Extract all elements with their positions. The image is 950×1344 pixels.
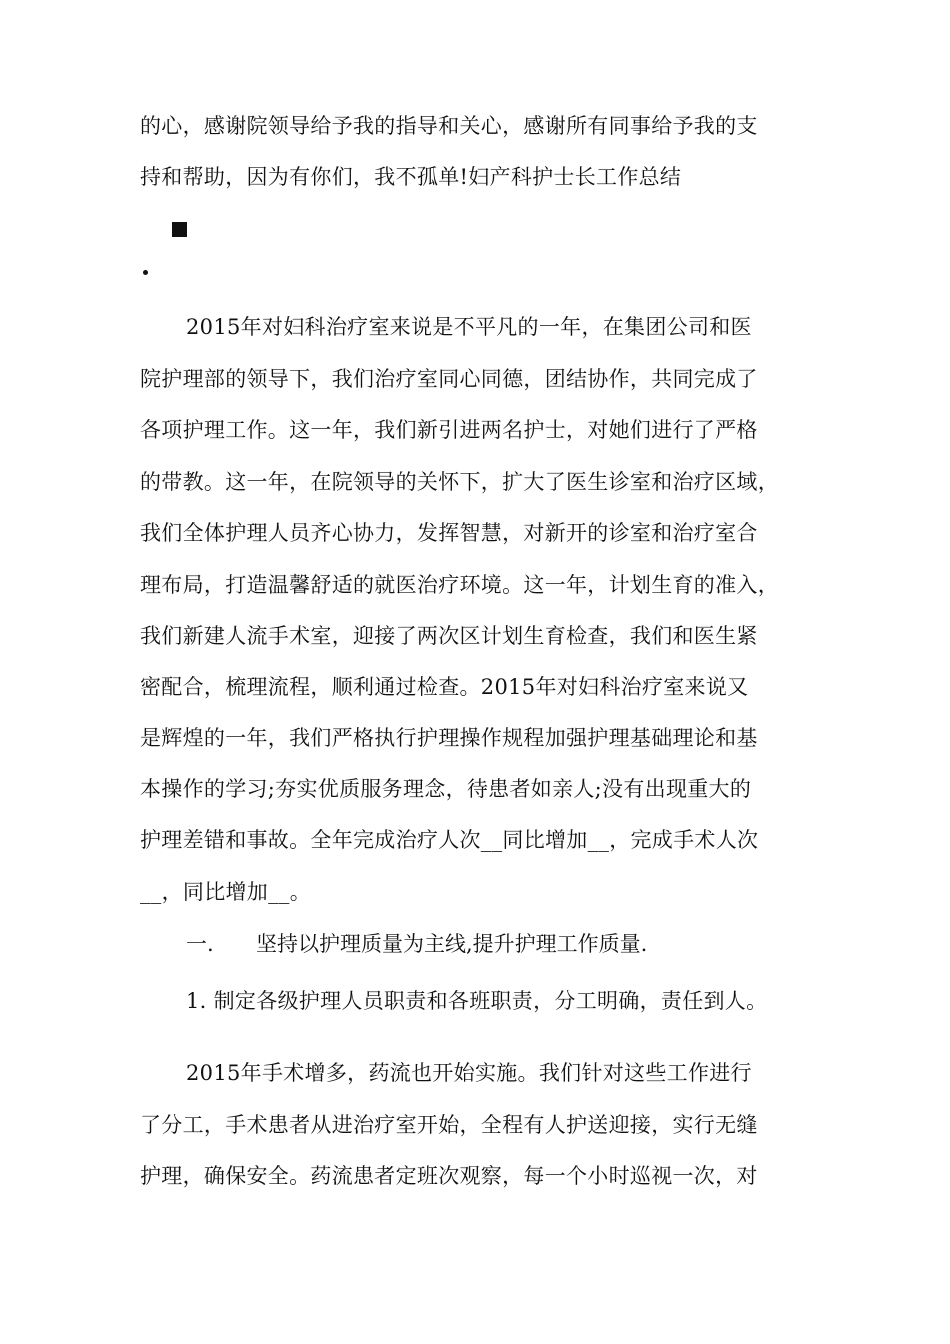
paragraph-line: 密配合，梳理流程，顺利通过检查。2015年对妇科治疗室来说又	[140, 675, 749, 699]
text-line: 持和帮助，因为有你们，我不孤单!妇产科护士长工作总结	[140, 165, 682, 189]
dot-bullet-icon	[143, 270, 148, 275]
paragraph-line: 理布局，打造温馨舒适的就医治疗环境。这一年，计划生育的准入，	[140, 573, 779, 597]
paragraph-line: 各项护理工作。这一年，我们新引进两名护士，对她们进行了严格	[140, 418, 758, 442]
paragraph-line: 院护理部的领导下，我们治疗室同心同德，团结协作，共同完成了	[140, 367, 758, 391]
paragraph-line: 本操作的学习;夯实优质服务理念，待患者如亲人;没有出现重大的	[140, 777, 752, 801]
paragraph-line: 的带教。这一年，在院领导的关怀下，扩大了医生诊室和治疗区域，	[140, 470, 779, 494]
section-number: 一.	[186, 932, 214, 956]
paragraph-line: 是辉煌的一年，我们严格执行护理操作规程加强护理基础理论和基	[140, 726, 758, 750]
paragraph-line: 护理，确保安全。药流患者定班次观察，每一个小时巡视一次，对	[140, 1164, 758, 1188]
paragraph-line: __，同比增加__。	[140, 880, 311, 904]
square-bullet-icon	[172, 222, 187, 237]
paragraph-line: 我们新建人流手术室，迎接了两次区计划生育检查，我们和医生紧	[140, 624, 758, 648]
paragraph-line: 我们全体护理人员齐心协力，发挥智慧，对新开的诊室和治疗室合	[140, 521, 758, 545]
paragraph-line: 了分工，手术患者从进治疗室开始，全程有人护送迎接，实行无缝	[140, 1113, 758, 1137]
paragraph-line: 2015年对妇科治疗室来说是不平凡的一年，在集团公司和医	[186, 315, 752, 339]
section-heading: 坚持以护理质量为主线,提升护理工作质量.	[256, 932, 648, 956]
text-line: 的心，感谢院领导给予我的指导和关心，感谢所有同事给予我的支	[140, 114, 758, 138]
list-item: 1. 制定各级护理人员职责和各班职责，分工明确，责任到人。	[186, 989, 768, 1013]
paragraph-line: 2015年手术增多，药流也开始实施。我们针对这些工作进行	[186, 1061, 752, 1085]
paragraph-line: 护理差错和事故。全年完成治疗人次__同比增加__，完成手术人次	[140, 828, 759, 852]
